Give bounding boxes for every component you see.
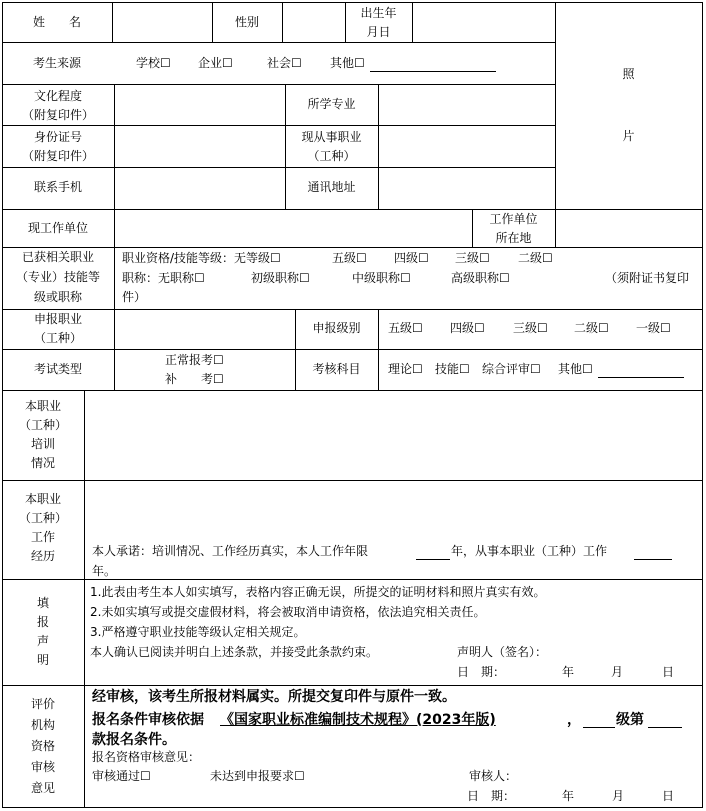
review-statement: 经审核，该考生所报材料属实。所提交复印件与原件一致。 (92, 689, 456, 705)
photo-label: 照 (622, 67, 635, 81)
grid-line (114, 209, 115, 248)
clause-blank[interactable] (648, 713, 682, 728)
training-label: 培训 (30, 437, 55, 451)
grid-line (112, 2, 113, 42)
grid-line (114, 247, 115, 390)
phone-label: 联系手机 (33, 180, 82, 194)
junior-title-checkbox[interactable]: 初级职称☐ (251, 271, 310, 285)
declaration-item: 1.此表由考生本人如实填写，表格内容正确无误，所提交的证明材料和照片真实有效。 (90, 585, 546, 599)
review-basis: 级第 (616, 712, 644, 728)
grid-line (2, 2, 703, 3)
review-basis: 报名条件审核依据 (92, 712, 204, 728)
subject-label: 考核科目 (312, 362, 361, 376)
grid-line (2, 807, 703, 808)
work-unit-label: 现工作单位 (27, 221, 88, 235)
declaration-month: 月 (611, 665, 624, 679)
review-opinion-label: 报名资格审核意见： (92, 750, 201, 764)
review-date-label: 日 期： (467, 789, 516, 803)
grid-line (84, 390, 85, 808)
pledge-text: 本人承诺：培训情况、工作经历真实，本人工作年限 (92, 544, 369, 558)
work-location-label: 所在地 (495, 231, 532, 245)
grid-line (2, 42, 555, 43)
apply-level3-checkbox[interactable]: 三级☐ (513, 321, 548, 335)
grid-line (2, 84, 555, 85)
overall-checkbox[interactable]: 综合评审☐ (482, 362, 541, 376)
normal-exam-checkbox[interactable]: 正常报考☐ (165, 353, 224, 367)
declaration-confirm: 本人确认已阅读并明白上述条款，并接受此条款约束。 (90, 645, 379, 659)
declaration-item: 3.严格遵守职业技能等级认定相关规定。 (90, 625, 306, 639)
makeup-exam-checkbox[interactable]: 补 考☐ (165, 372, 224, 386)
work-years-blank[interactable] (416, 545, 450, 560)
qualification-label: （专业）技能等 (15, 270, 100, 284)
review-basis: ， (567, 712, 581, 728)
signer-label: 声明人（签名）： (457, 645, 548, 659)
level-blank[interactable] (583, 713, 615, 728)
training-label: （工种） (18, 418, 67, 432)
no-title-checkbox[interactable]: 职称：无职称☐ (122, 271, 205, 285)
edu-label: （附复印件） (21, 108, 94, 122)
qualification-label: 已获相关职业 (21, 250, 94, 264)
certificate-note: 件） (122, 290, 147, 304)
birth-label-1: 出生年 (360, 6, 397, 20)
apply-level5-checkbox[interactable]: 五级☐ (388, 321, 423, 335)
idcard-label: （附复印件） (21, 149, 94, 163)
apply-job-label: 申报职业 (33, 312, 82, 326)
declaration-date-label: 日 期： (457, 665, 506, 679)
address-label: 通讯地址 (307, 180, 356, 194)
level2-checkbox[interactable]: 二级☐ (518, 251, 553, 265)
name-label: 姓 名 (32, 15, 81, 29)
exam-type-label: 考试类型 (33, 362, 82, 376)
declaration-item: 2.未如实填写或提交虚假材料，将会被取消申请资格，依法追究相关责任。 (90, 605, 486, 619)
training-label: 本职业 (24, 399, 61, 413)
apply-job-label: （工种） (33, 331, 82, 345)
apply-level2-checkbox[interactable]: 二级☐ (574, 321, 609, 335)
edu-label: 文化程度 (33, 89, 82, 103)
photo-label: 片 (622, 129, 635, 143)
apply-level4-checkbox[interactable]: 四级☐ (450, 321, 485, 335)
declaration-label: 报 (36, 615, 49, 629)
grid-line (2, 125, 555, 126)
other-subject-checkbox[interactable]: 其他☐ (558, 362, 593, 376)
senior-title-checkbox[interactable]: 高级职称☐ (451, 271, 510, 285)
reviewer-label: 审核人： (469, 769, 518, 783)
source-company-checkbox[interactable]: 企业☐ (198, 56, 233, 70)
grid-line (282, 2, 283, 42)
declaration-day: 日 (662, 665, 675, 679)
review-fail-checkbox[interactable]: 未达到申报要求☐ (210, 769, 305, 783)
gender-label: 性别 (234, 15, 259, 29)
grid-line (2, 480, 703, 481)
review-pass-checkbox[interactable]: 审核通过☐ (92, 769, 151, 783)
experience-label: 工作 (30, 530, 55, 544)
major-label: 所学专业 (307, 97, 356, 111)
grid-line (378, 309, 379, 390)
certificate-note: （须附证书复印 (605, 271, 690, 285)
no-level-checkbox[interactable]: 职业资格/技能等级：无等级☐ (122, 251, 281, 265)
pledge-text: 年，从事本职业（工种）工作 (451, 544, 608, 558)
source-other-checkbox[interactable]: 其他☐ (330, 56, 365, 70)
grid-line (702, 2, 703, 808)
source-other-blank[interactable] (370, 57, 496, 72)
pledge-text: 年。 (92, 564, 117, 578)
grid-line (2, 390, 703, 391)
registration-form (2, 2, 703, 808)
apply-level-label: 申报级别 (312, 321, 361, 335)
review-month: 月 (612, 789, 625, 803)
work-location-label: 工作单位 (489, 212, 538, 226)
mid-title-checkbox[interactable]: 中级职称☐ (352, 271, 411, 285)
review-label: 意见 (30, 781, 55, 795)
experience-label: 本职业 (24, 492, 61, 506)
source-school-checkbox[interactable]: 学校☐ (136, 56, 171, 70)
current-job-label: （工种） (307, 149, 356, 163)
review-basis: 款报名条件。 (92, 732, 176, 748)
review-label: 评价 (30, 697, 55, 711)
grid-line (2, 349, 703, 350)
job-years-blank[interactable] (634, 545, 672, 560)
declaration-label: 声 (36, 634, 49, 648)
declaration-year: 年 (562, 665, 575, 679)
theory-checkbox[interactable]: 理论☐ (388, 362, 423, 376)
birth-label-2: 月日 (366, 25, 391, 39)
review-year: 年 (562, 789, 575, 803)
grid-line (114, 84, 115, 210)
review-day: 日 (662, 789, 675, 803)
grid-line (378, 84, 379, 210)
skill-checkbox[interactable]: 技能☐ (435, 362, 470, 376)
current-job-label: 现从事职业 (301, 130, 362, 144)
declaration-label: 明 (36, 653, 49, 667)
experience-label: （工种） (18, 511, 67, 525)
declaration-label: 填 (36, 596, 49, 610)
idcard-label: 身份证号 (33, 130, 82, 144)
experience-label: 经历 (30, 549, 55, 563)
grid-line (2, 167, 555, 168)
review-basis-standard: 《国家职业标准编制技术规程》(2023年版) (220, 712, 496, 728)
source-society-checkbox[interactable]: 社会☐ (267, 56, 302, 70)
grid-line (2, 209, 703, 210)
grid-line (412, 2, 413, 42)
training-label: 情况 (30, 456, 55, 470)
grid-line (555, 2, 556, 248)
review-label: 机构 (30, 718, 55, 732)
level3-checkbox[interactable]: 三级☐ (455, 251, 490, 265)
review-label: 资格 (30, 739, 55, 753)
qualification-label: 级或职称 (33, 290, 82, 304)
apply-level1-checkbox[interactable]: 一级☐ (636, 321, 671, 335)
other-subject-blank[interactable] (598, 363, 684, 378)
source-label: 考生来源 (32, 56, 81, 70)
level4-checkbox[interactable]: 四级☐ (394, 251, 429, 265)
review-label: 审核 (30, 760, 55, 774)
level5-checkbox[interactable]: 五级☐ (332, 251, 367, 265)
